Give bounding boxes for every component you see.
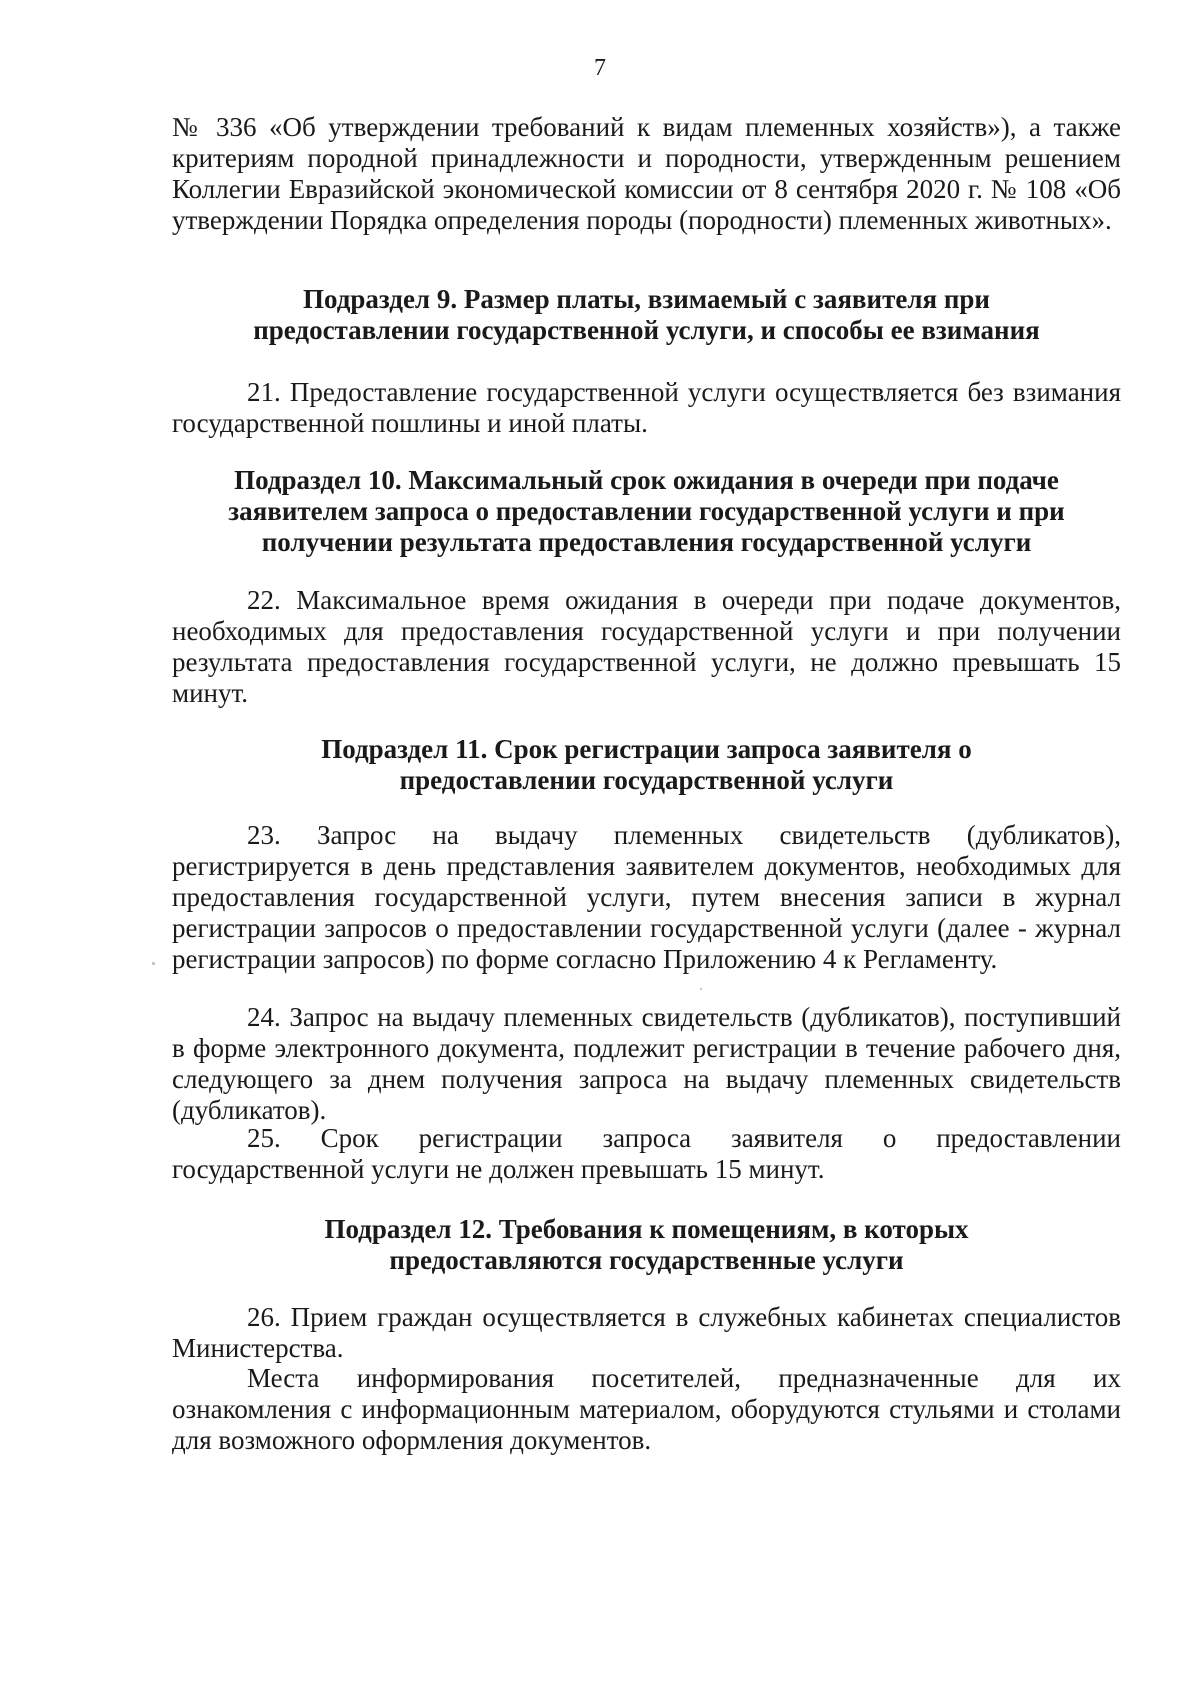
heading-line: заявителем запроса о предоставлении государственной услуги и при bbox=[228, 496, 1065, 526]
heading-line: Подраздел 12. Требования к помещениям, в которых bbox=[324, 1214, 969, 1244]
paragraph-26-continued: Места информирования посетителей, предназначенные для их ознакомления с информационным материалом, оборудуются стульями и столами для возможного оформления документов. bbox=[172, 1363, 1121, 1455]
heading-line: Подраздел 10. Максимальный срок ожидания в очереди при подаче bbox=[234, 465, 1059, 495]
heading-subsection-12 bbox=[172, 1214, 1121, 1276]
paragraph-25: 25. Срок регистрации запроса заявителя о предоставлении государственной услуги не должен превышать 15 минут. bbox=[172, 1123, 1121, 1184]
heading-subsection-11 bbox=[172, 734, 1121, 796]
heading-subsection-10 bbox=[172, 465, 1121, 558]
paragraph-23: 23. Запрос на выдачу племенных свидетельств (дубликатов), регистрируется в день представления заявителем документов, необходимых для предоставления государственной услуги, путем внесения записи в журнал регистрации запросов о предоставлении государственной услуги (далее - журнал регистрации запросов) по форме согласно Приложению 4 к Регламенту. bbox=[172, 820, 1121, 974]
heading-line: предоставляются государственные услуги bbox=[389, 1245, 904, 1275]
paragraph-continuation: № 336 «Об утверждении требований к видам племенных хозяйств»), а также критериям породной принадлежности и породности, утвержденным решением Коллегии Евразийской экономической комиссии от 8 сентября 2020 г. № 108 «Об утверждении Порядка определения породы (породности) племенных животных». bbox=[172, 112, 1121, 235]
paragraph-26: 26. Прием граждан осуществляется в служебных кабинетах специалистов Министерства. bbox=[172, 1302, 1121, 1363]
paragraph-24: 24. Запрос на выдачу племенных свидетельств (дубликатов), поступивший в форме электронного документа, подлежит регистрации в течение рабочего дня, следующего за днем получения запроса на выдачу племенных свидетельств (дубликатов). bbox=[172, 1002, 1121, 1125]
heading-line: предоставлении государственной услуги, и способы ее взимания bbox=[253, 315, 1040, 345]
scan-speck bbox=[152, 962, 155, 965]
page-number: 7 bbox=[594, 55, 606, 81]
heading-line: получении результата предоставления государственной услуги bbox=[261, 527, 1032, 557]
paragraph-21: 21. Предоставление государственной услуги осуществляется без взимания государственной пошлины и иной платы. bbox=[172, 377, 1121, 438]
paragraph-22: 22. Максимальное время ожидания в очереди при подаче документов, необходимых для предоставления государственной услуги и при получении результата предоставления государственной услуги, не должно превышать 15 минут. bbox=[172, 585, 1121, 708]
heading-line: предоставлении государственной услуги bbox=[399, 765, 894, 795]
heading-line: Подраздел 11. Срок регистрации запроса заявителя о bbox=[321, 734, 972, 764]
heading-subsection-9 bbox=[172, 284, 1121, 346]
scan-speck bbox=[700, 988, 702, 990]
heading-line: Подраздел 9. Размер платы, взимаемый с заявителя при bbox=[303, 284, 990, 314]
